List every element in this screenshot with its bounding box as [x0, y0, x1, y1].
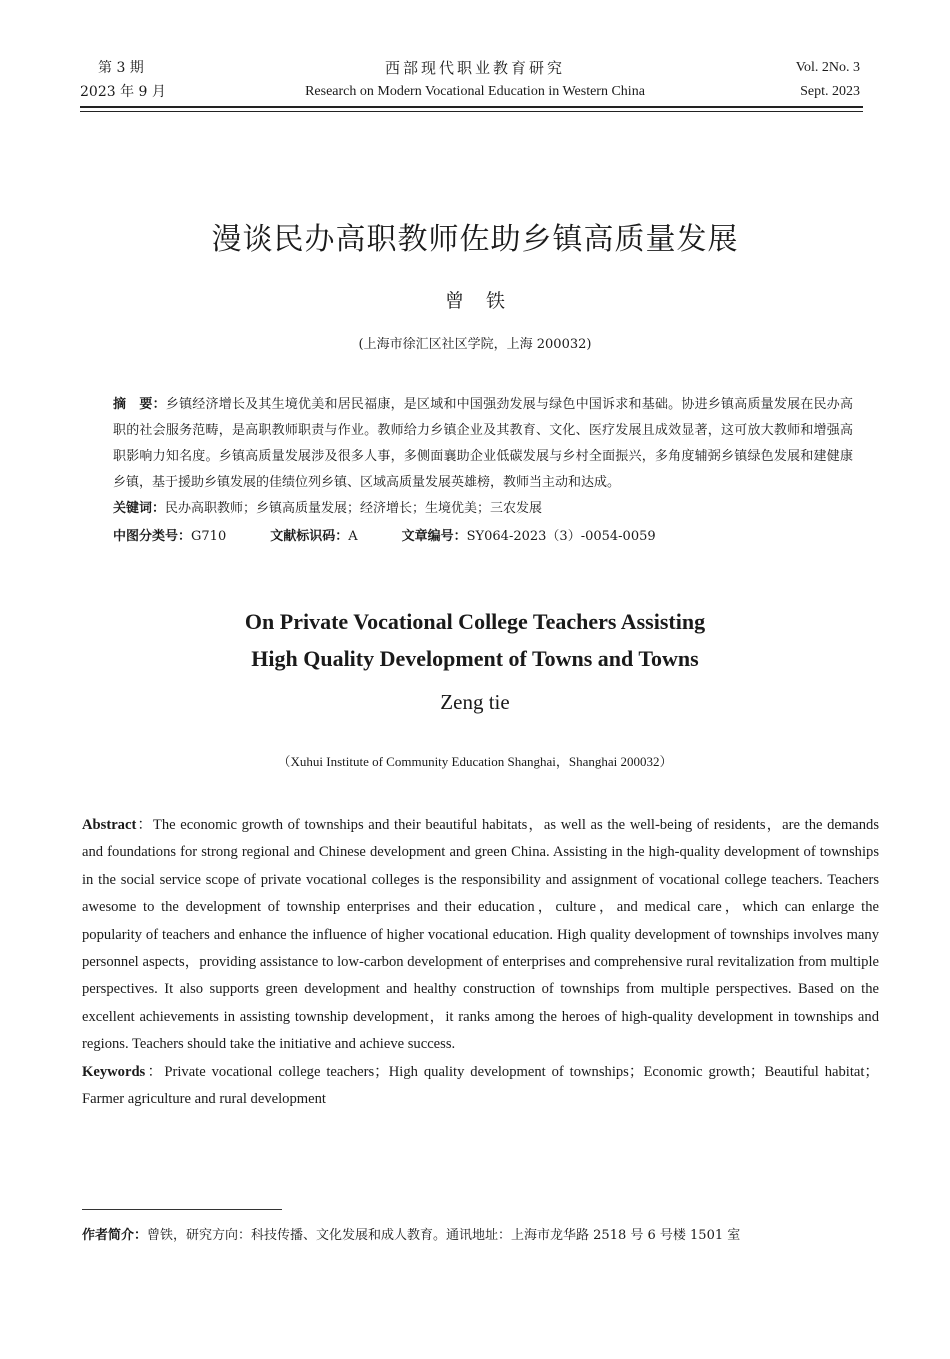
- affiliation-cn: (上海市徐汇区社区学院，上海 200032): [358, 337, 592, 352]
- journal-name-en: Research on Modern Vocational Education in Western China: [305, 84, 645, 99]
- abstract-en-section: [82, 812, 879, 1113]
- author-name-cn: 曾铁: [444, 290, 527, 312]
- keywords-en-label: Keywords: [82, 1063, 146, 1080]
- abstract-cn: [113, 392, 853, 496]
- abstract-cn-label: 摘 要：: [113, 397, 166, 412]
- classification-row: [113, 524, 853, 550]
- affiliation-en: （Xuhui Institute of Community Education Shanghai，Shanghai 200032）: [277, 754, 673, 769]
- keywords-cn-label: 关键词：: [113, 501, 166, 516]
- footnote-label: 作者简介：: [82, 1228, 148, 1243]
- document-code: 文献标识码：A: [270, 529, 358, 544]
- issue-number: 第 3 期: [98, 60, 144, 76]
- issue-date-en: Sept. 2023: [800, 84, 860, 99]
- keywords-cn-text: 民办高职教师；乡镇高质量发展；经济增长；生境优美；三农发展: [165, 501, 543, 516]
- journal-name-cn: 西部现代职业教育研究: [384, 59, 565, 77]
- abstract-cn-text: 乡镇经济增长及其生境优美和居民福康，是区域和中国强劲发展与绿色中国诉求和基础。协进乡镇高质量发展在民办高职的社会服务范畴，是高职教师职责与作业。教师给力乡镇企业及其教育、文化、医疗发展且成效显著，这可放大教师和增强高职影响力知名度。乡镇高质量发展涉及很多人事，多侧面襄助企业低碳发展与乡村全面振兴，多角度辅弼乡镇绿色发展和建健康乡镇，基于援助乡镇发展的佳绩位列乡镇、区域高质量发展英雄榜，教师当主动和达成。: [113, 397, 853, 490]
- paper-title-cn: 漫谈民办高职教师佐助乡镇高质量发展: [211, 222, 739, 257]
- header-rule-thin: [80, 111, 863, 112]
- abstract-en-label: Abstract: [82, 817, 137, 833]
- volume-number: Vol. 2No. 3: [795, 60, 860, 75]
- abstract-cn-section: [113, 392, 853, 550]
- header-rule-thick: [80, 106, 863, 108]
- keywords-en-text: ：Private vocational college teachers；High quality development of townships；Economic growth；Beautiful habitat；Farmer agriculture and rural development: [82, 1063, 879, 1108]
- paper-title-en: [0, 603, 950, 677]
- clc-number: 中图分类号：G710: [113, 529, 227, 544]
- paper-title-en-line2: High Quality Development of Towns and Towns: [251, 646, 699, 671]
- abstract-en: [82, 812, 879, 1059]
- article-number: 文章编号：SY064-2023（3）-0054-0059: [401, 529, 656, 544]
- paper-title-en-line1: On Private Vocational College Teachers Assisting: [244, 609, 706, 634]
- header-volume-block: [796, 56, 860, 104]
- footnote-text: 曾铁，研究方向：科技传播、文化发展和成人教育。通讯地址：上海市龙华路 2518 号 6 号楼 1501 室: [147, 1228, 741, 1243]
- issue-date-cn: 2023 年 9 月: [80, 84, 166, 100]
- keywords-cn: [113, 496, 853, 522]
- author-name-en: Zeng tie: [440, 690, 510, 714]
- author-footnote: [82, 1224, 740, 1243]
- keywords-en: [82, 1059, 879, 1114]
- footnote-rule: [82, 1209, 282, 1210]
- abstract-en-text: ：The economic growth of townships and their beautiful habitats，as well as the well-being of residents，are the demands and foundations for strong regional and Chinese development and green China. Assisting in the high-quality development of townships in the social service scope of private vocational colleges is the responsibility and assignment of vocational college teachers. Teachers awesome to the development of township enterprises and their education，culture，and medical care，which can enlarge the popularity of teachers and enhance the influence of higher vocational education. High quality development of townships involves many personnel aspects，providing assistance to low-carbon development of enterprises and comprehensive rural revitalization from multiple perspectives. It also supports green development and healthy construction of townships from multiple perspectives. Based on the excellent achievements in assisting township development，it ranks among the heroes of high-quality development in townships and regions. Teachers should take the initiative and achieve success.: [82, 817, 879, 1053]
